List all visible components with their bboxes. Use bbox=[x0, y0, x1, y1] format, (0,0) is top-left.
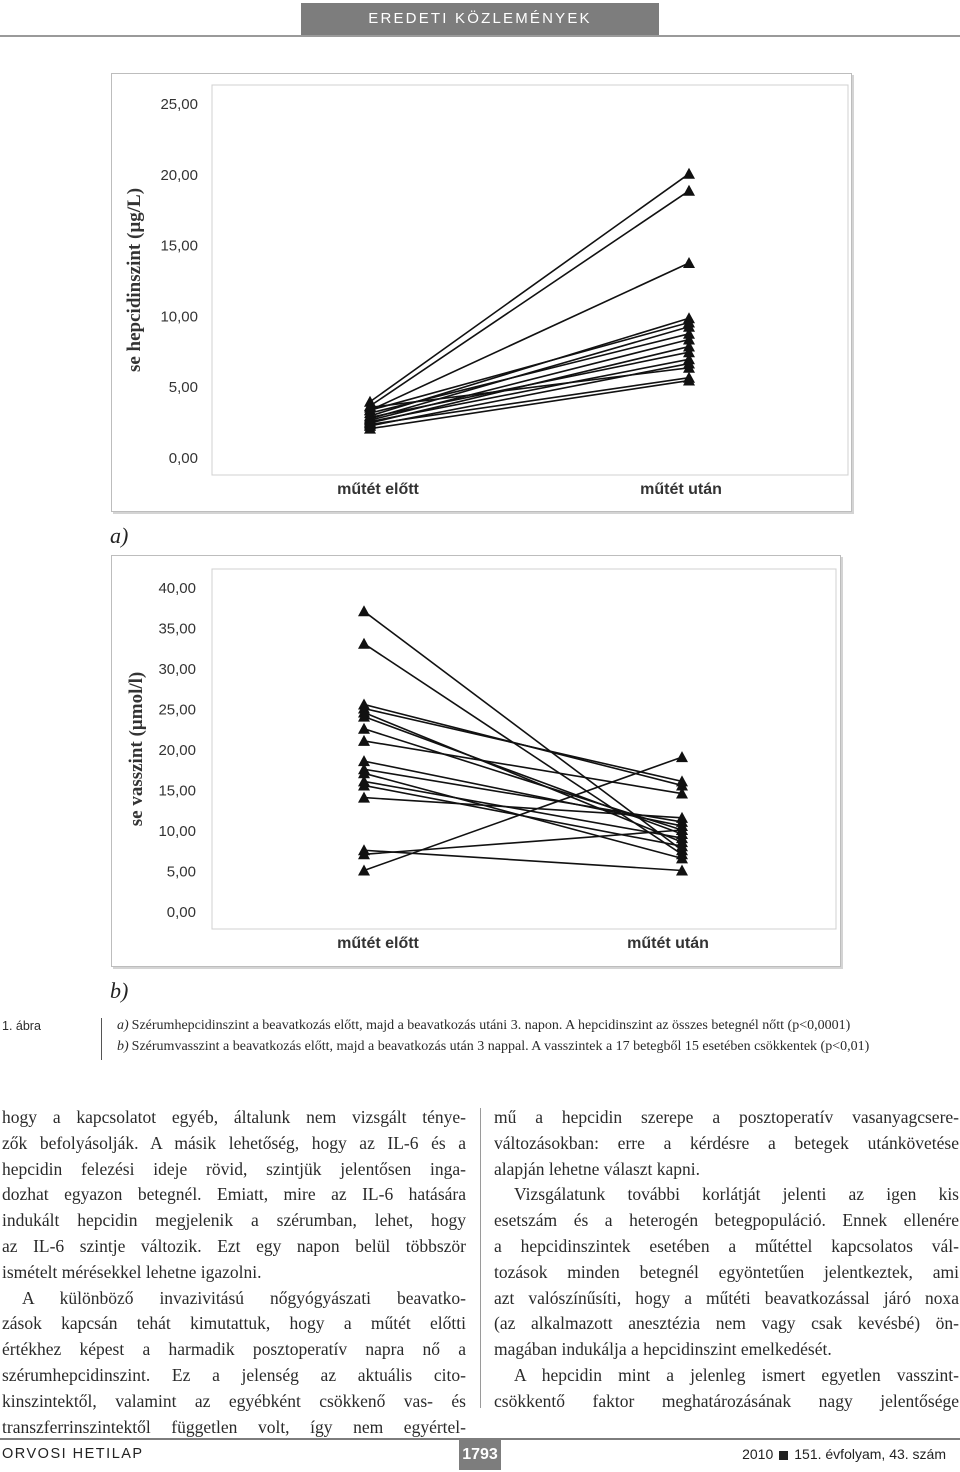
x-category-label: műtét után bbox=[627, 935, 709, 952]
y-tick-label: 30,00 bbox=[158, 661, 196, 678]
y-tick-label: 10,00 bbox=[160, 308, 198, 326]
year: 2010 bbox=[742, 1446, 774, 1462]
patient-line bbox=[364, 781, 682, 838]
body-line: indukált hepcidin megjelenik a szérumban, lehet, hogy bbox=[2, 1210, 466, 1231]
triangle-marker bbox=[683, 168, 695, 179]
iron-chart bbox=[112, 556, 840, 966]
caption-title: 1. ábra bbox=[2, 1019, 41, 1033]
hepcidin-chart bbox=[112, 74, 851, 511]
patient-line bbox=[364, 798, 682, 818]
caption-a bbox=[117, 1018, 850, 1034]
y-tick-label: 5,00 bbox=[168, 379, 198, 397]
panel-b-label: b) bbox=[110, 978, 129, 1003]
right-column bbox=[494, 1105, 959, 1415]
body-line: tozások minden betegnél egyöntetűen jelentkeztek, ami bbox=[494, 1261, 959, 1282]
body-line: szérumhepcidinszint. Ez a jelenség az aktuális cito- bbox=[2, 1364, 466, 1385]
patient-line bbox=[364, 830, 682, 854]
y-tick-label: 15,00 bbox=[158, 782, 196, 800]
chart-a-frame bbox=[111, 73, 852, 512]
body-line: zők befolyásolják. A másik lehetőség, hogy az IL-6 és a bbox=[2, 1132, 466, 1153]
body-line: magában indukálja a hepcidinszint emelkedését. bbox=[494, 1339, 832, 1360]
y-tick-label: 0,00 bbox=[166, 904, 196, 921]
body-line: hepcidin felezési ideje rövid, szintjük jelentősen inga- bbox=[2, 1158, 466, 1179]
body-line: kinszintektől, valamint az egyébként csökkenő vas- és bbox=[2, 1390, 466, 1411]
y-tick-label: 20,00 bbox=[158, 742, 196, 759]
caption-b-text: Szérumvasszint a beavatkozás előtt, majd a beavatkozás után 3 nappal. A vasszintek a 17 betegből 15 esetében csökkentek (p<0,01) bbox=[131, 1039, 870, 1054]
y-tick-label: 0,00 bbox=[168, 450, 198, 467]
triangle-marker bbox=[358, 638, 370, 649]
triangle-marker bbox=[683, 185, 695, 196]
y-tick-label: 10,00 bbox=[158, 823, 196, 840]
caption-divider bbox=[101, 1018, 102, 1060]
body-line: azt valószínűsíti, hogy a műtéti beavatkozással járó noxa bbox=[494, 1287, 959, 1308]
column-divider bbox=[480, 1108, 481, 1408]
journal-name: ORVOSI HETILAP bbox=[2, 1446, 144, 1462]
panel-a-label: a) bbox=[110, 523, 129, 548]
triangle-marker bbox=[358, 735, 370, 746]
y-axis-label: se hepcidinszint (µg/L) bbox=[124, 187, 145, 373]
x-category-label: műtét után bbox=[640, 481, 722, 498]
body-line: zások kapcsán tehát kimutattuk, hogy a műtét előtti bbox=[2, 1313, 466, 1334]
triangle-marker bbox=[358, 605, 370, 616]
page-header bbox=[0, 0, 960, 38]
body-line: Vizsgálatunk további korlátját jelenti az igen kis bbox=[514, 1184, 959, 1205]
body-line: A különböző invazivitású nőgyógyászati beavatko- bbox=[22, 1287, 466, 1308]
separator-square-icon bbox=[779, 1451, 788, 1460]
caption-b-marker: b) bbox=[117, 1039, 129, 1054]
y-tick-label: 20,00 bbox=[160, 166, 198, 184]
body-line: hogy a kapcsolatot egyéb, általunk nem vizsgált ténye- bbox=[2, 1107, 466, 1127]
y-tick-label: 35,00 bbox=[158, 620, 196, 638]
body-line: a hepcidinszintek esetében a műtéttel kapcsolatos vál- bbox=[494, 1235, 959, 1256]
header-rule bbox=[0, 35, 960, 37]
body-line: alapján lehetne választ kapni. bbox=[494, 1158, 701, 1179]
body-line: dozhat egyazon betegnél. Emiatt, mire az IL-6 hatására bbox=[2, 1184, 466, 1205]
caption-b bbox=[117, 1039, 869, 1055]
y-tick-label: 5,00 bbox=[166, 863, 196, 881]
triangle-marker bbox=[358, 723, 370, 734]
patient-line bbox=[370, 359, 689, 421]
left-column bbox=[2, 1105, 466, 1440]
triangle-marker bbox=[683, 257, 695, 268]
section-title: EREDETI KÖZLEMÉNYEK bbox=[301, 3, 659, 35]
triangle-marker bbox=[676, 751, 688, 762]
triangle-marker bbox=[358, 865, 370, 876]
y-axis-label: se vasszint (µmol/l) bbox=[126, 671, 147, 827]
body-line: ismételt mérésekkel lehetne igazolni. bbox=[2, 1261, 262, 1282]
x-category-label: műtét előtt bbox=[337, 935, 419, 952]
caption-a-marker: a) bbox=[117, 1018, 129, 1033]
body-line: A hepcidin mint a jelenleg ismert egyetlen vasszint- bbox=[514, 1364, 959, 1385]
page-number: 1793 bbox=[459, 1438, 501, 1470]
body-line: mű a hepcidin szerepe a posztoperatív vasanyagcsere- bbox=[494, 1107, 959, 1127]
body-line: (az alkalmazott anesztézia nem vagy csak kevésbé) ön- bbox=[494, 1313, 959, 1334]
body-line: az IL-6 szintje változik. Ezt egy napon belül többször bbox=[2, 1235, 466, 1256]
body-line: csökkentő faktor meghatározásának nagy jelentősége bbox=[494, 1390, 959, 1411]
plot-area bbox=[212, 85, 848, 475]
body-line: változásokban: erre a kérdésre a betegek utánkövetése bbox=[494, 1132, 959, 1153]
page-footer bbox=[0, 1438, 960, 1470]
x-category-label: műtét előtt bbox=[337, 481, 419, 498]
y-tick-label: 15,00 bbox=[160, 237, 198, 255]
caption-a-text: Szérumhepcidinszint a beavatkozás előtt, majd a beavatkozás utáni 3. napon. A hepcidinszint az összes betegnél nőtt (p<0,0001) bbox=[131, 1018, 851, 1033]
issue: 151. évfolyam, 43. szám bbox=[794, 1446, 946, 1462]
body-line: transzferrinszintektől független volt, így nem egyértel- bbox=[2, 1416, 466, 1437]
y-tick-label: 25,00 bbox=[160, 96, 198, 113]
patient-line bbox=[370, 322, 689, 410]
chart-b-frame bbox=[111, 555, 841, 967]
y-tick-label: 40,00 bbox=[158, 580, 196, 597]
y-tick-label: 25,00 bbox=[158, 701, 196, 719]
body-line: értékhez képest a harmadik posztoperatív napra nő a bbox=[2, 1339, 466, 1360]
issue-info bbox=[742, 1446, 946, 1462]
body-line: esetszám és a heterogén betegpopuláció. Ennek ellenére bbox=[494, 1210, 959, 1231]
